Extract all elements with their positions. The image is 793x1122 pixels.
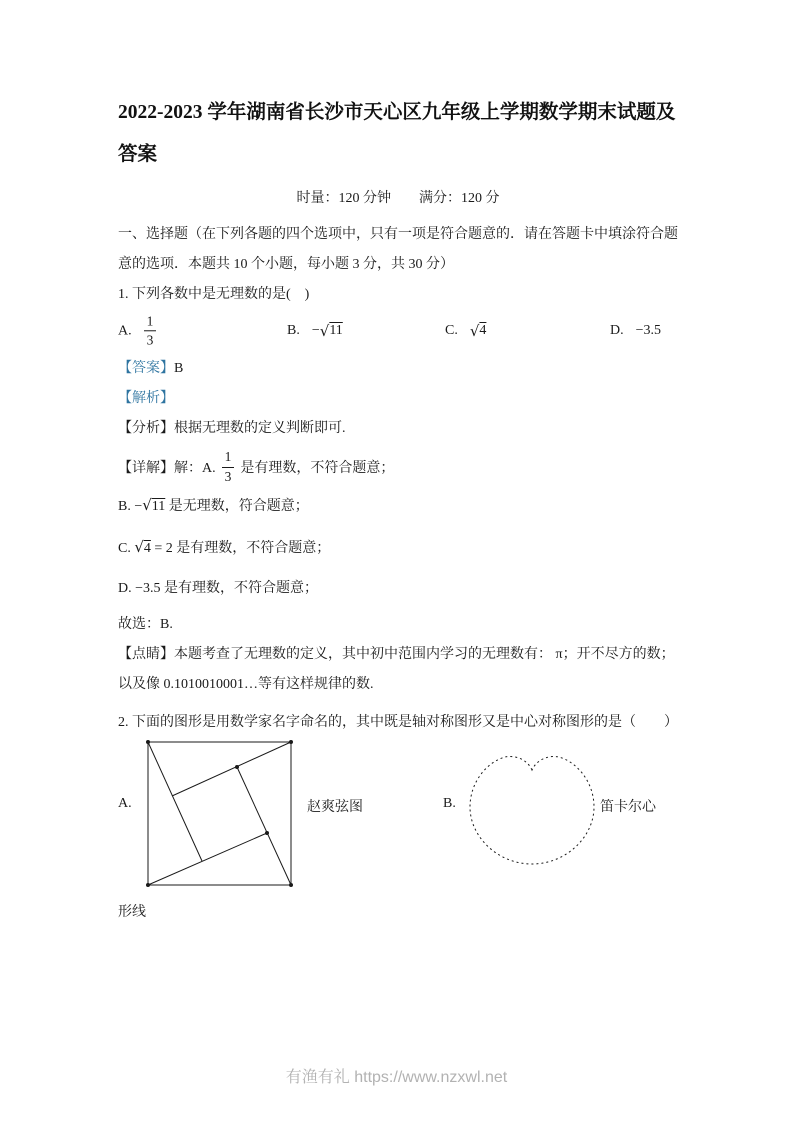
q2-caption-continuation: 形线: [118, 905, 146, 920]
option-d-value: −3.5: [635, 323, 662, 338]
q1-conclusion: 故选：B.: [118, 617, 173, 632]
q2-option-b-caption: 笛卡尔心: [600, 800, 656, 815]
fraction-denominator: 3: [224, 468, 232, 484]
minus-sign: −: [311, 323, 320, 338]
option-a-label: A.: [118, 323, 132, 338]
exam-meta-line: 时量：120 分钟 满分：120 分: [296, 191, 500, 206]
q2-option-b-label: B.: [443, 796, 456, 811]
radical-sign: √: [319, 322, 330, 340]
radical-sign: √: [469, 322, 480, 340]
detail-b-suffix: 是无理数，符合题意；: [165, 499, 309, 514]
q1-option-c: [445, 322, 486, 340]
q1-option-d: [610, 323, 661, 339]
radicand-11: 11: [151, 499, 166, 514]
radical-sign: √: [142, 496, 152, 514]
q1-options-row: [118, 308, 678, 354]
q2-option-a-label: A.: [118, 796, 132, 811]
option-b-label: B.: [287, 323, 300, 338]
radicand-11: 11: [329, 323, 343, 338]
detail-c-prefix: C.: [118, 541, 135, 556]
q1-detail-line-a: [118, 444, 678, 490]
section1-intro: 一、选择题（在下列各题的四个选项中，只有一项是符合题意的．请在答题卡中填涂符合题意的选项．本题共 10 个小题，每小题 3 分，共 30 分）: [118, 227, 678, 272]
detail-a-suffix: 是有理数，不符合题意；: [240, 461, 395, 476]
option-d-label: D.: [610, 323, 624, 338]
option-c-label: C.: [445, 323, 458, 338]
answer-tag: 【答案】: [118, 361, 174, 376]
page-title: 2022-2023 学年湖南省长沙市天心区九年级上学期数学期末试题及答案: [118, 102, 676, 165]
detail-a-prefix: 【详解】解：A.: [118, 461, 216, 476]
q2-stem: 2. 下面的图形是用数学家名字命名的，其中既是轴对称图形又是中心对称图形的是（ ）: [118, 715, 678, 730]
analysis-tag: 【解析】: [118, 391, 174, 406]
q2-option-a-caption: 赵爽弦图: [307, 800, 363, 815]
q1-option-b: [287, 322, 343, 340]
q1-answer-line: [118, 354, 678, 384]
fraction-numerator: 1: [222, 448, 235, 467]
radicand-4: 4: [143, 541, 151, 556]
descartes-cardioid-figure: [468, 754, 596, 868]
radical-sign: √: [134, 538, 144, 556]
q2-figures-row: [118, 738, 678, 890]
q1-detail-line-d: D. −3.5 是有理数，不符合题意；: [118, 581, 319, 596]
detail-c-suffix: = 2 是有理数，不符合题意；: [150, 541, 331, 556]
fraction-denominator: 3: [146, 332, 154, 348]
q1-fenxi-line: 【分析】根据无理数的定义判断即可.: [118, 421, 346, 436]
q1-option-a: [118, 312, 156, 349]
q1-detail-line-c: [118, 532, 678, 564]
q1-analysis-tag-line: [118, 384, 678, 414]
fraction-numerator: 1: [144, 312, 157, 331]
footer-watermark: 有渔有礼 https://www.nzxwl.net: [285, 1069, 508, 1086]
radicand-4: 4: [479, 323, 487, 338]
document-content: [118, 0, 678, 928]
q1-stem: 1. 下列各数中是无理数的是( ): [118, 287, 310, 302]
q1-detail-line-b: [118, 490, 678, 522]
zhao-shuang-chord-diagram: [146, 740, 293, 887]
answer-value: B: [174, 361, 184, 376]
q1-dianjing: 【点睛】本题考查了无理数的定义，其中初中范围内学习的无理数有： π；开不尽方的数；以及像 0.1010010001…等有这样规律的数.: [118, 647, 675, 692]
fraction-one-third: [222, 448, 235, 485]
fraction-one-third: [144, 312, 157, 349]
detail-b-prefix: B. −: [118, 499, 143, 514]
